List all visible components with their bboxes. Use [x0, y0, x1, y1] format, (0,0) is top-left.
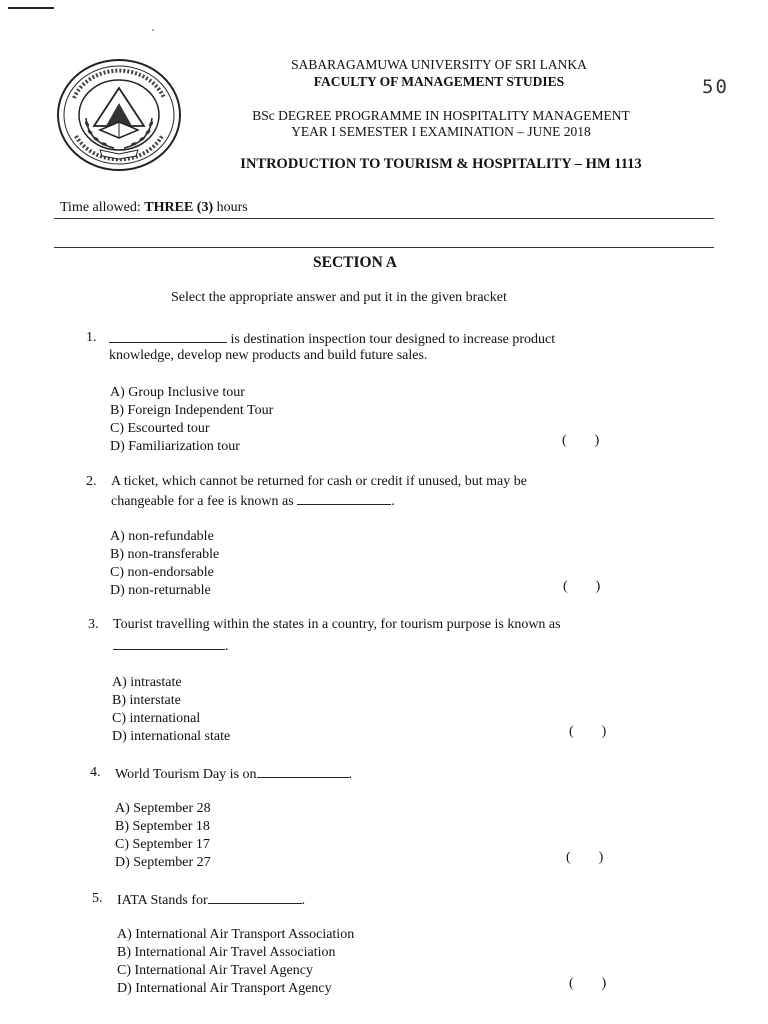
question-text-line1: A ticket, which cannot be returned for cash or credit if unused, but may be	[111, 474, 527, 489]
time-allowed-unit: hours	[216, 200, 248, 215]
question-text-line1	[115, 764, 352, 784]
option: D) international state	[112, 729, 231, 744]
option: B) interstate	[112, 693, 181, 708]
option: B) non-transferable	[110, 547, 220, 562]
answer-bracket: ( )	[563, 579, 601, 594]
options-list	[110, 384, 273, 456]
option: B) International Air Travel Association	[117, 945, 336, 960]
option: A) intrastate	[112, 675, 182, 690]
question-number: 3.	[88, 617, 99, 632]
answer-blank	[208, 890, 302, 904]
question-text: is destination inspection tour designed to increase product	[230, 332, 556, 347]
question-text-line1	[109, 329, 555, 349]
answer-blank	[257, 764, 349, 778]
time-allowed-value: THREE (3)	[144, 200, 214, 215]
answer-blank	[109, 329, 227, 343]
faculty-name: FACULTY OF MANAGEMENT STUDIES	[313, 74, 565, 89]
answer-bracket: ( )	[566, 850, 604, 865]
answer-bracket: ( )	[569, 976, 607, 991]
programme-name: BSc DEGREE PROGRAMME IN HOSPITALITY MANAGEMENT	[252, 108, 630, 123]
options-list	[115, 800, 211, 872]
question-text: changeable for a fee is known as	[111, 494, 294, 509]
corner-mark	[8, 7, 54, 9]
answer-blank	[113, 636, 225, 650]
question-number: 2.	[86, 474, 97, 489]
exam-session: YEAR I SEMESTER I EXAMINATION – JUNE 2018	[291, 124, 591, 139]
options-list	[112, 674, 230, 746]
option: B) Foreign Independent Tour	[110, 403, 274, 418]
option: D) non-returnable	[110, 583, 211, 598]
answer-blank	[297, 491, 391, 505]
option: C) non-endorsable	[110, 565, 214, 580]
question-number: 5.	[92, 891, 103, 906]
option: C) Escourted tour	[110, 421, 210, 436]
divider	[54, 247, 714, 248]
question-text-end: .	[348, 767, 353, 782]
section-instructions: Select the appropriate answer and put it in the given bracket	[171, 290, 507, 305]
option: D) International Air Transport Agency	[117, 981, 332, 996]
option: C) September 17	[115, 837, 210, 852]
options-list	[110, 528, 219, 600]
time-allowed-label: Time allowed:	[60, 200, 141, 215]
question-number: 1.	[86, 330, 97, 345]
question-text: IATA Stands for	[117, 893, 208, 908]
option: C) International Air Travel Agency	[117, 963, 313, 978]
question-text-end: .	[391, 494, 395, 509]
time-allowed	[60, 200, 248, 216]
option: A) non-refundable	[110, 529, 214, 544]
answer-bracket: ( )	[562, 433, 600, 448]
section-title: SECTION A	[313, 254, 397, 271]
option: C) international	[112, 711, 201, 726]
option: A) Group Inclusive tour	[110, 385, 245, 400]
options-list	[117, 926, 354, 998]
option: D) September 27	[115, 855, 211, 870]
question-text-end: .	[301, 893, 306, 908]
question-text: World Tourism Day is on	[115, 767, 257, 782]
question-text-line1: Tourist travelling within the states in a country, for tourism purpose is known as	[113, 617, 561, 632]
answer-bracket: ( )	[569, 724, 607, 739]
question-text-line2: knowledge, develop new products and build future sales.	[109, 348, 428, 363]
scan-speck	[152, 29, 154, 31]
divider	[54, 218, 714, 219]
option: B) September 18	[115, 819, 210, 834]
course-title: INTRODUCTION TO TOURISM & HOSPITALITY – HM 1113	[240, 156, 642, 172]
question-text-end: .	[225, 639, 229, 654]
question-text-line1	[117, 890, 305, 910]
university-name: SABARAGAMUWA UNIVERSITY OF SRI LANKA	[291, 57, 587, 72]
question-text-line2	[113, 636, 229, 656]
page-mark: 50	[702, 76, 729, 98]
option: D) Familiarization tour	[110, 439, 240, 454]
option: A) International Air Transport Association	[117, 927, 355, 942]
option: A) September 28	[115, 801, 211, 816]
question-number: 4.	[90, 765, 101, 780]
question-text-line2	[111, 491, 395, 511]
